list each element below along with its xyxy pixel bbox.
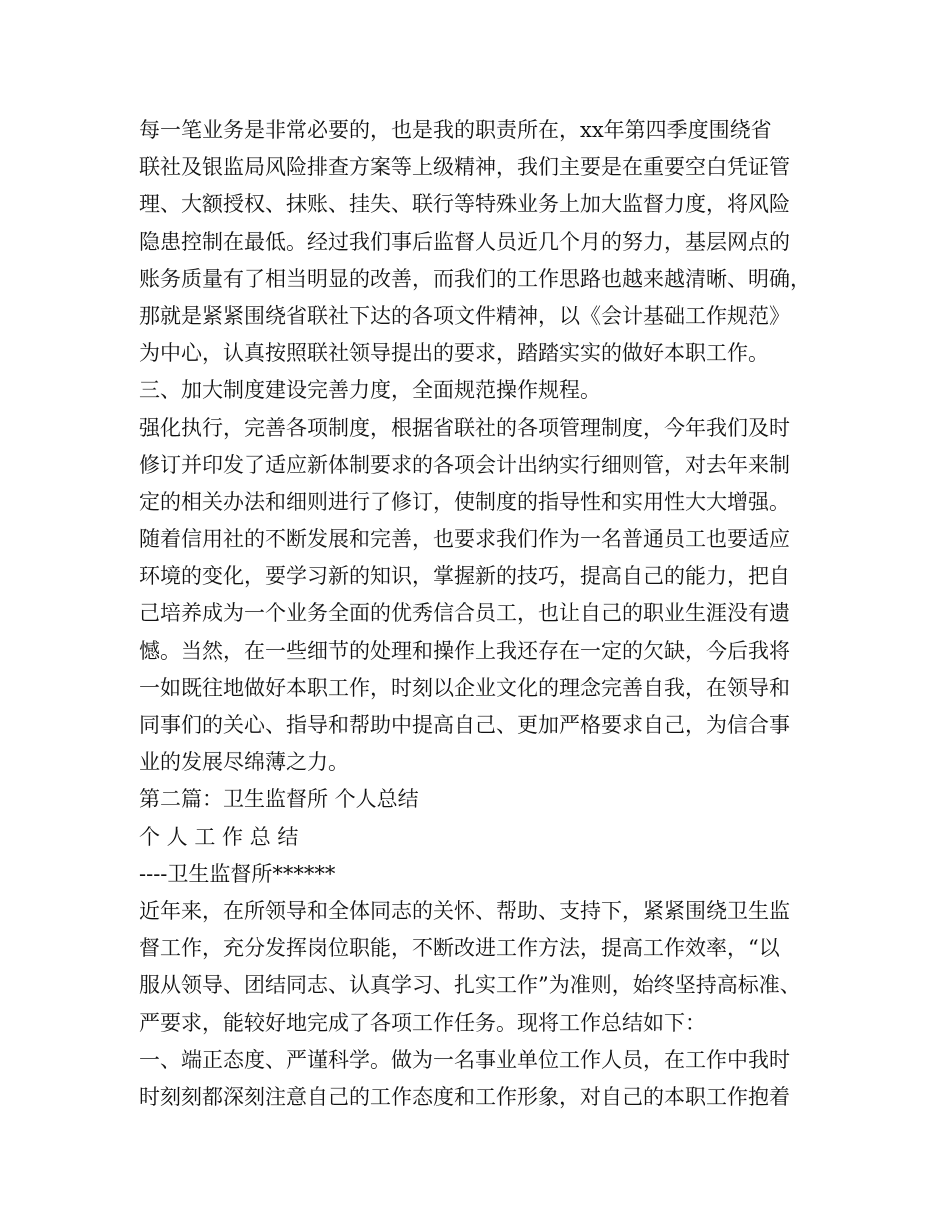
text-line: 为中心，认真按照联社领导提出的要求，踏踏实实的做好本职工作。 <box>139 341 769 366</box>
section-heading: 三、加大制度建设完善力度，全面规范操作规程。 <box>139 378 601 403</box>
text-line: 同事们的关心、指导和帮助中提高自己、更加严格要求自己，为信合事 <box>139 713 790 737</box>
text-line: 那就是紧紧围绕省联社下达的各项文件精神，以《会计基础工作规范》 <box>139 303 790 328</box>
text-line: 随着信用社的不断发展和完善，也要求我们作为一名普通员工也要适应 <box>139 527 790 552</box>
text-line: 服从领导、团结同志、认真学习、扎实工作”为准则，始终坚持高标准、 <box>139 973 801 998</box>
text-line: 一、端正态度、严谨科学。做为一名事业单位工作人员，在工作中我时 <box>139 1047 790 1072</box>
text-line: 隐患控制在最低。经过我们事后监督人员近几个月的努力，基层网点的 <box>139 229 790 254</box>
text-line: 强化执行，完善各项制度，根据省联社的各项管理制度，今年我们及时 <box>139 415 790 440</box>
text-line: 严要求，能较好地完成了各项工作任务。现将工作总结如下： <box>139 1010 706 1035</box>
text-line: 督工作，充分发挥岗位职能，不断改进工作方法，提高工作效率，“以 <box>139 936 780 961</box>
text-line: 定的相关办法和细则进行了修订，使制度的指导性和实用性大大增强。 <box>139 489 790 514</box>
text-line: 业的发展尽绵薄之力。 <box>139 750 349 775</box>
text-line: 联社及银监局风险排查方案等上级精神，我们主要是在重要空白凭证管 <box>139 155 790 180</box>
text-line: 每一笔业务是非常必要的，也是我的职责所在，xx年第四季度围绕省 <box>139 118 772 142</box>
text-line: 账务质量有了相当明显的改善，而我们的工作思路也越来越清晰、明确， <box>139 266 811 291</box>
text-line: 近年来，在所领导和全体同志的关怀、帮助、支持下，紧紧围绕卫生监 <box>139 898 790 923</box>
text-line: 理、大额授权、抹账、挂失、联行等特殊业务上加大监督力度，将风险 <box>139 192 790 217</box>
chapter-heading: 第二篇：卫生监督所 个人总结 <box>139 787 419 812</box>
document-body <box>139 112 829 1116</box>
document-title: 个 人 工 作 总 结 <box>139 824 299 849</box>
text-line: 环境的变化，要学习新的知识，掌握新的技巧，提高自己的能力，把自 <box>139 564 790 589</box>
text-line: 己培养成为一个业务全面的优秀信合员工，也让自己的职业生涯没有遗 <box>139 601 790 626</box>
text-line: 修订并印发了适应新体制要求的各项会计出纳实行细则管，对去年来制 <box>139 452 790 477</box>
text-line: 一如既往地做好本职工作，时刻以企业文化的理念完善自我，在领导和 <box>139 675 790 700</box>
text-line: 憾。当然，在一些细节的处理和操作上我还存在一定的欠缺，今后我将 <box>139 638 790 663</box>
author-line: ----卫生监督所****** <box>139 861 336 886</box>
text-line: 时刻刻都深刻注意自己的工作态度和工作形象，对自己的本职工作抱着 <box>139 1084 790 1109</box>
